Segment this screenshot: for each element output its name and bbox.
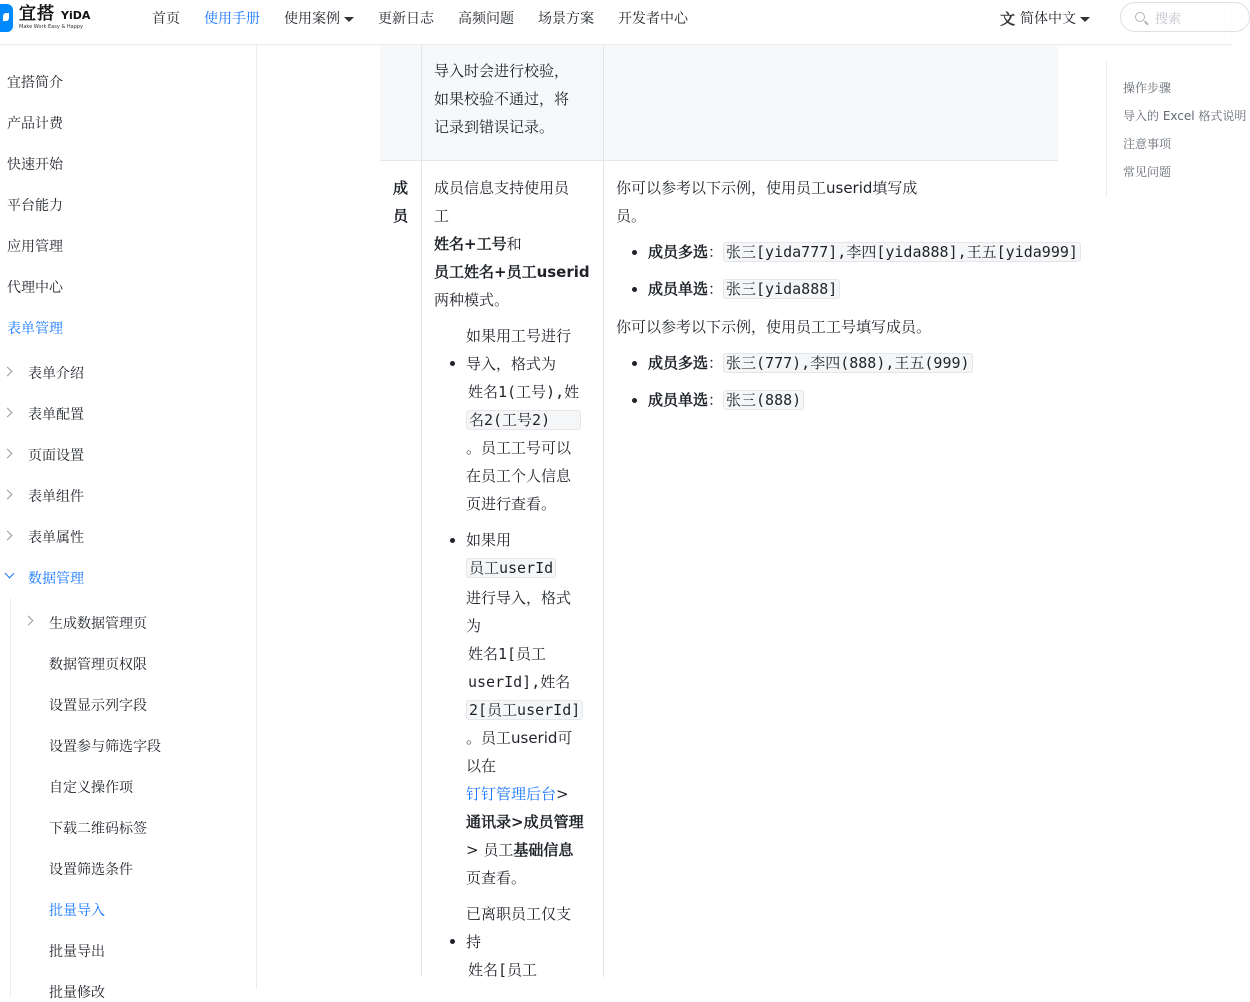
main-nav: [152, 0, 712, 36]
desc-bold: 基础信息: [513, 841, 574, 859]
desc-line: 两种模式。: [434, 291, 510, 309]
bullet2-line: 如果用: [466, 531, 512, 549]
bullet1-line: 。员工工号可以: [466, 439, 572, 457]
sidebar-item-batch-export[interactable]: 批量导出: [49, 944, 105, 960]
toc-item[interactable]: 注意事项: [1123, 137, 1172, 151]
sidebar-item-form-intro[interactable]: 表单介绍: [28, 366, 84, 382]
column-divider: [603, 45, 604, 977]
desc-line: 员工姓名+员工userid: [434, 263, 590, 281]
search-input[interactable]: [1120, 2, 1250, 32]
chevron-down-icon: [1080, 17, 1090, 22]
bullet2-bold: 通讯录>成员管理: [466, 813, 584, 831]
sidebar-item-pricing[interactable]: 产品计费: [7, 116, 63, 132]
example-intro: 你可以参考以下示例，使用员工userid填写成: [616, 179, 918, 197]
sidebar-item-filter-fields[interactable]: 设置参与筛选字段: [49, 739, 161, 755]
nav-changelog[interactable]: 更新日志: [378, 11, 434, 27]
colon: ：: [708, 243, 724, 261]
example-intro: 员。: [616, 207, 647, 225]
desc-line: [434, 230, 522, 258]
gt-sign: >: [556, 785, 569, 803]
bullet2-line: 为: [466, 617, 482, 635]
table-of-contents: [1106, 61, 1247, 197]
bullet1-line: 导入，格式为: [466, 355, 557, 373]
nav-manual[interactable]: 使用手册: [204, 11, 260, 27]
chevron-right-icon: [24, 616, 34, 626]
code-inline: 张三(777),李四(888),王五(999): [723, 353, 973, 373]
toc-item[interactable]: 导入的 Excel 格式说明: [1123, 109, 1247, 123]
code-inline: 名2(工号2): [466, 410, 581, 430]
sidebar-item-generate-page[interactable]: 生成数据管理页: [49, 616, 147, 632]
chevron-right-icon: [3, 408, 13, 418]
bullet2-code: [466, 668, 572, 696]
toc-item[interactable]: 常见问题: [1123, 165, 1172, 179]
bullet2-code: [466, 696, 583, 724]
sidebar-item-batch-import[interactable]: 批量导入: [49, 903, 105, 919]
logo-mark-icon: [0, 4, 13, 32]
sidebar-item-custom-actions[interactable]: 自定义操作项: [49, 780, 133, 796]
translate-icon: 文: [1000, 9, 1016, 28]
code-inline: 张三(888): [723, 390, 804, 410]
nav-scenarios[interactable]: 场景方案: [538, 11, 594, 27]
logo-en: YiDA: [61, 9, 91, 22]
colon: ：: [708, 280, 724, 298]
bullet-dot: [632, 250, 637, 255]
sidebar-item-page-permissions[interactable]: 数据管理页权限: [49, 657, 147, 673]
example-multi: [648, 349, 973, 377]
bullet2-line: [466, 836, 573, 864]
chevron-down-icon: [5, 569, 15, 579]
nav-faq[interactable]: 高频问题: [458, 11, 514, 27]
language-label: 简体中文: [1020, 11, 1077, 27]
code-inline: 员工userId: [466, 558, 556, 578]
code-inline: 姓名1(工号),姓: [468, 383, 580, 401]
row1-desc-line: 导入时会进行校验，: [434, 62, 570, 80]
bullet3-line: 已离职员工仅支: [466, 905, 572, 923]
colon: ：: [708, 391, 724, 409]
nav-cases[interactable]: [284, 8, 354, 28]
logo-cn: 宜搭: [19, 4, 55, 24]
nav-developer[interactable]: 开发者中心: [618, 11, 688, 27]
bullet3-line: 持: [466, 933, 482, 951]
code-inline: 姓名[员工: [468, 961, 538, 979]
yida-logo[interactable]: [0, 3, 90, 33]
bullet3-code: [466, 956, 539, 984]
sidebar-item-qr-labels[interactable]: 下载二维码标签: [49, 821, 147, 837]
bullet2-line: 页查看。: [466, 869, 527, 887]
logo-slogan: Make Work Easy & Happy: [19, 24, 84, 30]
example-single: [648, 275, 840, 303]
desc-line: 成员信息支持使用员: [434, 179, 570, 197]
chevron-right-icon: [3, 367, 13, 377]
example-multi: [648, 238, 1081, 266]
sidebar-item-platform[interactable]: 平台能力: [7, 198, 63, 214]
sidebar-item-form-config[interactable]: 表单配置: [28, 407, 84, 423]
bullet1-code: [466, 378, 581, 406]
sidebar-tree-line: [10, 598, 11, 998]
sidebar-item-filter-conditions[interactable]: 设置筛选条件: [49, 862, 133, 878]
single-label: 成员单选: [648, 280, 709, 298]
chevron-right-icon: [3, 449, 13, 459]
sidebar-item-app-management[interactable]: 应用管理: [7, 239, 63, 255]
sidebar-item-data-management[interactable]: 数据管理: [28, 571, 84, 587]
bullet2-code: [466, 554, 556, 582]
field-name: 员: [393, 207, 409, 225]
colon: ：: [708, 354, 724, 372]
search-placeholder: 搜索: [1155, 11, 1182, 27]
single-label: 成员单选: [648, 391, 709, 409]
bullet-dot: [450, 361, 455, 366]
row1-desc-line: 记录到错误记录。: [434, 118, 555, 136]
row1-desc-line: 如果校验不通过，将: [434, 90, 570, 108]
sidebar-item-display-columns[interactable]: 设置显示列字段: [49, 698, 147, 714]
logo-text: [19, 6, 90, 30]
sidebar-item-form-management[interactable]: 表单管理: [7, 321, 63, 337]
sidebar-item-form-components[interactable]: 表单组件: [28, 489, 84, 505]
multi-label: 成员多选: [648, 243, 709, 261]
example-single: [648, 386, 804, 414]
bullet2-line: [466, 780, 569, 808]
code-inline: 2[员工userId]: [466, 700, 583, 720]
bullet-dot: [632, 287, 637, 292]
code-inline: userId],姓名: [468, 673, 571, 691]
sidebar-item-batch-edit[interactable]: 批量修改: [49, 985, 105, 1001]
sidebar-item-quickstart[interactable]: 快速开始: [7, 157, 63, 173]
bullet-dot: [450, 538, 455, 543]
sidebar-item-form-properties[interactable]: 表单属性: [28, 530, 84, 546]
bullet2-code: [466, 640, 548, 668]
bullet2-line: 进行导入，格式: [466, 589, 572, 607]
dingtalk-admin-link[interactable]: 钉钉管理后台: [466, 785, 557, 803]
sidebar-item-intro[interactable]: 宜搭简介: [7, 75, 63, 91]
bullet2-line: 。员工userid可: [466, 729, 573, 747]
bullet2-line: 以在: [466, 757, 497, 775]
chevron-right-icon: [3, 531, 13, 541]
chevron-down-icon: [344, 17, 354, 22]
sidebar: [0, 45, 257, 1001]
code-inline: 张三[yida777],李四[yida888],王五[yida999]: [723, 242, 1081, 262]
desc-bold: 姓名+工号: [434, 235, 507, 253]
sidebar-item-page-settings[interactable]: 页面设置: [28, 448, 84, 464]
code-inline: 张三[yida888]: [723, 279, 840, 299]
nav-cases-label: 使用案例: [284, 11, 340, 27]
field-name: 成: [393, 179, 409, 197]
code-inline: 姓名1[员工: [468, 645, 547, 663]
column-divider: [421, 45, 422, 977]
top-header: [0, 0, 1231, 45]
desc-text: > 员工: [466, 841, 514, 859]
nav-home[interactable]: 首页: [152, 11, 180, 27]
sidebar-item-agency[interactable]: 代理中心: [7, 280, 63, 296]
bullet-dot: [632, 398, 637, 403]
bullet1-code: [466, 406, 581, 434]
example-intro: 你可以参考以下示例，使用员工工号填写成员。: [616, 318, 932, 336]
desc-text: 和: [506, 235, 522, 253]
toc-item[interactable]: 操作步骤: [1123, 81, 1172, 95]
bullet1-line: 如果用工号进行: [466, 327, 572, 345]
bullet-dot: [632, 361, 637, 366]
search-icon: [1135, 12, 1145, 22]
bullet1-line: 在员工个人信息: [466, 467, 572, 485]
chevron-right-icon: [3, 490, 13, 500]
multi-label: 成员多选: [648, 354, 709, 372]
bullet1-line: 页进行查看。: [466, 495, 557, 513]
desc-line: 工: [434, 207, 450, 225]
import-format-table: [380, 45, 1078, 979]
table-row: [380, 45, 1058, 161]
bullet-dot: [450, 939, 455, 944]
language-switcher[interactable]: [1000, 6, 1090, 30]
